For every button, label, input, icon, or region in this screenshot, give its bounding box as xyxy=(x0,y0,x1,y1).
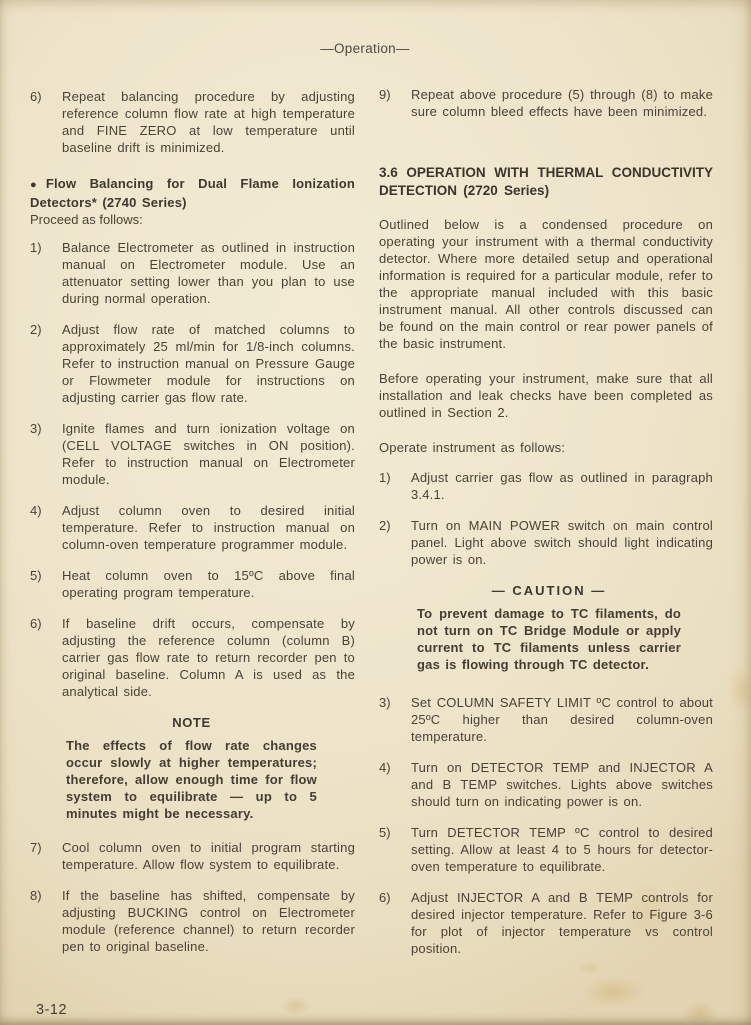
paragraph: Before operating your instrument, make sure that all installation and leak checks have been completed as outlined in Section 2. xyxy=(379,371,713,420)
caution-body: To prevent damage to TC filaments, do not turn on TC Bridge Module or apply current to TC filaments unless carrier gas is flowing through TC detector. xyxy=(417,606,681,672)
step-item xyxy=(379,824,713,875)
step-number: 4) xyxy=(30,503,42,518)
step-number: 4) xyxy=(379,760,391,775)
step-text: If the baseline has shifted, compensate by adjusting BUCKING control on Electrometer module (reference channel) to return recorder pen to original baseline. xyxy=(62,888,355,954)
flow-balancing-heading-text: Flow Balancing for Dual Flame Ionization Detectors* (2740 Series) xyxy=(30,176,355,210)
page-number: 3-12 xyxy=(36,1002,68,1018)
step-number: 1) xyxy=(379,470,391,485)
step-item xyxy=(379,469,713,503)
step-text: Turn DETECTOR TEMP ºC control to desired setting. Allow at least 4 to 5 hours for detector-oven temperature to equilibrate. xyxy=(411,825,713,874)
step-number: 7) xyxy=(30,840,42,855)
note-body: The effects of flow rate changes occur slowly at higher temperatures; therefore, allow enough time for flow system to equilibrate — up to 5 minutes might be necessary. xyxy=(66,738,317,821)
step-text: Repeat above procedure (5) through (8) to make sure column bleed effects have been minimized. xyxy=(411,87,713,119)
step-text: Adjust flow rate of matched columns to approximately 25 ml/min for 1/8-inch columns. Refer to instruction manual on Pressure Gauge or Flowmeter module for instructions on adjusting carrier gas flow rate. xyxy=(62,322,355,405)
step-number: 2) xyxy=(30,322,42,337)
step-number: 6) xyxy=(30,616,42,631)
paragraph: Operate instrument as follows: xyxy=(379,440,566,455)
step-item xyxy=(30,502,355,553)
step-number: 1) xyxy=(30,240,42,255)
step-item xyxy=(30,887,355,955)
caution-block xyxy=(417,582,681,673)
step-text: Turn on MAIN POWER switch on main control panel. Light above switch should light indicating power is on. xyxy=(411,518,713,567)
right-column xyxy=(379,86,713,971)
step-item xyxy=(379,694,713,745)
step-item xyxy=(30,420,355,488)
step-text: Adjust column oven to desired initial temperature. Refer to instruction manual on column-oven temperature programmer module. xyxy=(62,503,355,552)
step-number: 3) xyxy=(379,695,391,710)
step-text: Heat column oven to 15ºC above final operating program temperature. xyxy=(62,568,355,600)
step-text: Adjust carrier gas flow as outlined in paragraph 3.4.1. xyxy=(411,470,713,502)
step-text: Adjust INJECTOR A and B TEMP controls for desired injector temperature. Refer to Figure 3-6 for plot of injector temperature vs control position. xyxy=(411,890,713,956)
running-head: —Operation— xyxy=(320,41,410,56)
step-text: Ignite flames and turn ionization voltage on (CELL VOLTAGE switches in ON position). Refer to instruction manual on Electrometer module. xyxy=(62,421,355,487)
step-item xyxy=(30,615,355,700)
step-number: 9) xyxy=(379,87,391,102)
step-item xyxy=(30,88,355,156)
step-text: If baseline drift occurs, compensate by adjusting the reference column (column B) carrier gas flow rate to return recorder pen to original baseline. Column A is used as the analytical side. xyxy=(62,616,355,699)
bullet-icon: ● xyxy=(30,179,37,191)
step-text: Balance Electrometer as outlined in instruction manual on Electrometer module. Use an attenuator setting lower than you plan to use during normal operation. xyxy=(62,240,355,306)
note-block xyxy=(66,714,317,822)
step-number: 6) xyxy=(379,890,391,905)
step-item xyxy=(379,517,713,568)
step-item xyxy=(379,889,713,957)
section-heading-3-6: 3.6 OPERATION WITH THERMAL CONDUCTIVITY DETECTION (2720 Series) xyxy=(379,165,713,198)
caution-title: — CAUTION — xyxy=(491,583,607,598)
step-number: 3) xyxy=(30,421,42,436)
proceed-label: Proceed as follows: xyxy=(30,212,143,227)
step-text: Turn on DETECTOR TEMP and INJECTOR A and B TEMP switches. Lights above switches should turn on indicating power is on. xyxy=(411,760,713,809)
step-item xyxy=(30,839,355,873)
step-number: 6) xyxy=(30,89,42,104)
paragraph: Outlined below is a condensed procedure on operating your instrument with a thermal conductivity detector. Where more detailed setup and operational information is required for a particular module, refer to the appropriate manual included with this basic instrument manual. All other controls discussed can be found on the main control or rear power panels of the basic instrument. xyxy=(379,217,713,351)
note-title: NOTE xyxy=(172,715,211,730)
step-text: Repeat balancing procedure by adjusting reference column flow rate at high temperature and FINE ZERO at low temperature until baseline drift is minimized. xyxy=(62,89,355,155)
step-number: 5) xyxy=(379,825,391,840)
step-item xyxy=(379,759,713,810)
step-text: Set COLUMN SAFETY LIMIT ºC control to about 25ºC higher than desired column-oven temperature. xyxy=(411,695,713,744)
step-number: 8) xyxy=(30,888,42,903)
step-item xyxy=(30,239,355,307)
step-number: 5) xyxy=(30,568,42,583)
left-column xyxy=(30,88,355,969)
step-text: Cool column oven to initial program starting temperature. Allow flow system to equilibrate. xyxy=(62,840,355,872)
step-item xyxy=(379,86,713,120)
step-item xyxy=(30,567,355,601)
flow-balancing-heading xyxy=(30,175,355,211)
step-item xyxy=(30,321,355,406)
step-number: 2) xyxy=(379,518,391,533)
